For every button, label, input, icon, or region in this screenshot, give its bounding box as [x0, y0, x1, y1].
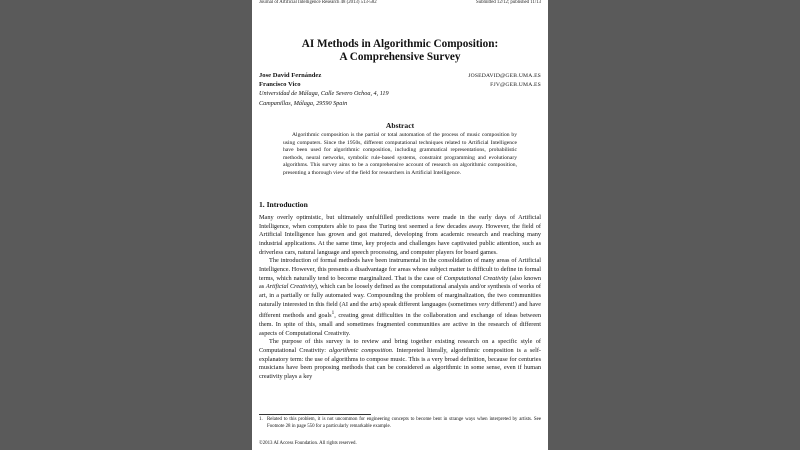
author-name: Francisco Vico	[259, 80, 301, 88]
footnote-number: 1.	[259, 417, 263, 422]
footnote-text: Related to this problem, it is not uncommon for engineering concepts to become bent in strange ways when interpreted by artists. See Footnote 28 in page 550 for a particularly remarkable example.	[267, 417, 541, 429]
introduction-body	[259, 214, 541, 382]
emphasis-algorithmic-composition: algorithmic composition	[329, 346, 392, 354]
author-name: Jose David Fernández	[259, 72, 322, 79]
abstract-heading: Abstract	[385, 121, 415, 130]
text-run: different!) and have different methods and goals	[259, 300, 542, 320]
text-run: The introduction of formal methods have been instrumental in the consolidation of many areas of Artificial Intelligence. However, this presents a disadvantage for areas whose subject matter is difficult to define in formal terms, which naturally tend to become marginalized. That is the case of	[259, 257, 541, 282]
paragraph-3	[259, 338, 541, 381]
author-block	[259, 72, 541, 108]
paper-title	[259, 38, 541, 64]
paragraph-2	[259, 257, 541, 338]
section-heading-introduction: 1. Introduction	[259, 200, 308, 209]
text-run: . Interpreted literally, algorithmic composition is a self-explanatory term: the use of algorithms to compose music. This is a very broad definition, because for centuries musicians have been proposing methods that can be considered as algorithmic in some sense, even if human creativity plays a key	[259, 346, 541, 380]
paragraph-1: Many overly optimistic, but ultimately unfulfilled predictions were made in the early days of Artificial Intelligence, when computers able to pass the Turing test seemed a few decades away. However, the field of Artificial Intelligence has grown and got matured, developing from academic research and reaching many industrial applications. At the same time, key projects and challenges have captivated public attention, such as driverless cars, natural language and speech processing, and computer players for board games.	[259, 214, 541, 256]
author-email: FJV@GEB.UMA.ES	[490, 81, 541, 88]
author-row	[259, 81, 541, 90]
title-line-1: AI Methods in Algorithmic Composition:	[301, 38, 499, 50]
submission-dates: Submitted 12/12; published 11/13	[476, 0, 541, 5]
copyright-notice: ©2013 AI Access Foundation. All rights reserved.	[259, 441, 357, 446]
running-header	[259, 0, 541, 8]
text-run: ), which can be loosely defined as the computational analysis and/or synthesis of works of art, in a partially or fully automated way. Compounding the problem of marginalization, the two communities naturally interested in this field (AI and the arts) speak different languages (sometimes	[259, 283, 541, 308]
paper-page	[252, 0, 548, 450]
title-line-2: A Comprehensive Survey	[339, 51, 461, 63]
footnote-rule	[259, 414, 371, 415]
emphasis-artificial-creativity: Artificial Creativity	[265, 283, 315, 291]
text-run: (also known as	[259, 274, 542, 291]
author-email: JOSEDAVID@GEB.UMA.ES	[468, 73, 541, 79]
footnote-marker[interactable]: 1	[331, 310, 335, 317]
abstract-text: Algorithmic composition is the partial or total automation of the process of music composition by using computers. Since the 1950s, different computational techniques related to Artificial Intelligence have been used for algorithmic composition, including grammatical representations, probabilistic methods, neural networks, symbolic rule-based systems, constraint programming and evolutionary algorithms. This survey aims to be a comprehensive account of research on algorithmic composition, presenting a thorough view of the field for researchers in Artificial Intelligence.	[283, 132, 517, 176]
text-run: The purpose of this survey is to review and bring together existing research on a specific style of Computational Creativity:	[259, 338, 541, 354]
footnote	[259, 417, 541, 430]
affiliation-line-2: Campanillas, Málaga, 29590 Spain	[259, 99, 348, 107]
affiliation-line-1: Universidad de Málaga, Calle Severo Ochoa, 4, 119	[259, 90, 389, 98]
author-row	[259, 72, 541, 81]
emphasis-computational-creativity: Computational Creativity	[443, 274, 508, 282]
text-run: , creating great difficulties in the collaboration and exchange of ideas between them. In spite of this, small and sometimes fragmented communities are active in the research of different aspects of Computational Creativity.	[259, 312, 541, 337]
emphasis-very: very	[478, 300, 490, 308]
journal-citation: Journal of Artificial Intelligence Research 48 (2013) 513-582	[259, 0, 377, 5]
